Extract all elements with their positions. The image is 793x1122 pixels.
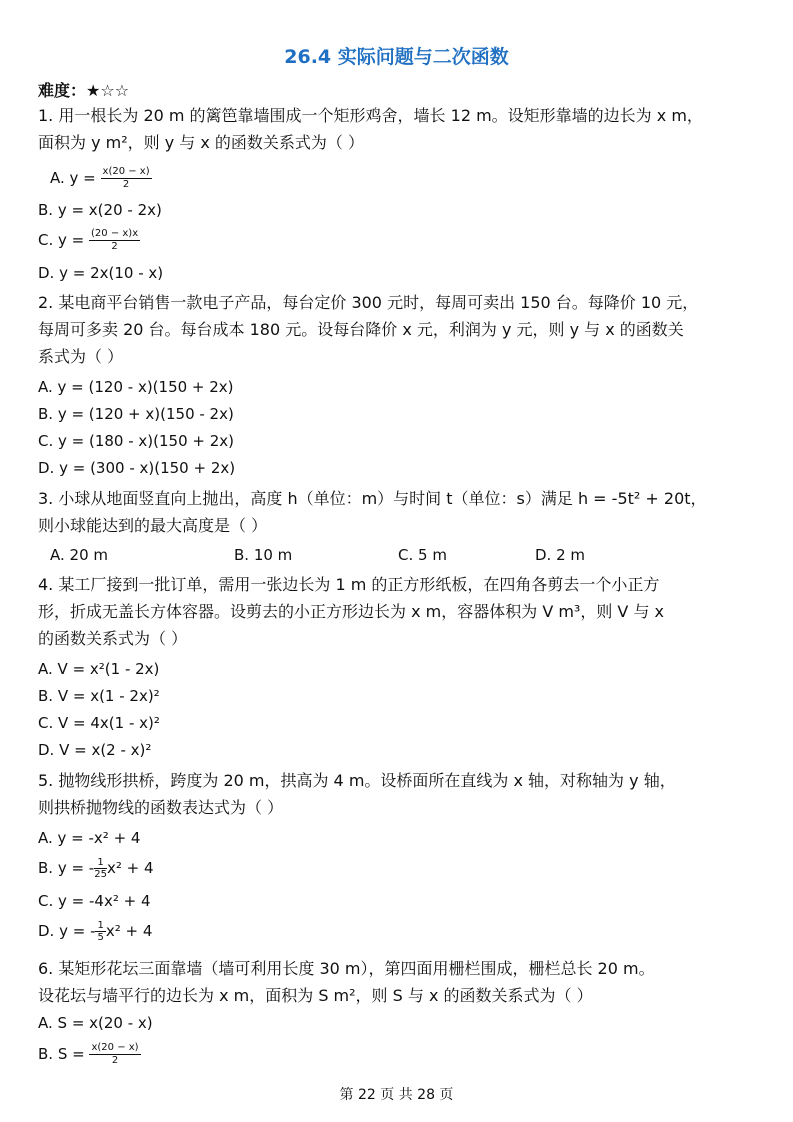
fraction: $\frac{(20 - x)x}{2}$: [91, 228, 139, 252]
question-1-line-2: 面积为 y m²，则 y 与 x 的函数关系式为（ ）: [38, 133, 365, 152]
question-2-option-d[interactable]: D. y = (300 - x)(150 + 2x): [38, 459, 236, 477]
fraction: $\frac{x(20 - x)}{2}$: [91, 1042, 139, 1066]
question-4-option-d[interactable]: D. V = x(2 - x)²: [38, 741, 152, 759]
question-1-option-b[interactable]: B. y = x(20 - 2x): [38, 201, 162, 219]
question-5-line-2: 则拱桥抛物线的函数表达式为（ ）: [38, 798, 284, 817]
question-3-option-a[interactable]: A. 20 m: [50, 546, 109, 564]
question-1-option-c[interactable]: C. y = $\frac{(20 - x)x}{2}$: [38, 228, 139, 252]
question-5-line-1: 5. 抛物线形拱桥，跨度为 20 m，拱高为 4 m。设桥面所在直线为 x 轴，对称轴为 y 轴，: [38, 771, 676, 790]
question-5-option-d[interactable]: D. y = - $\frac{1}{5}$ x² + 4: [38, 920, 153, 943]
question-1-option-d[interactable]: D. y = 2x(10 - x): [38, 264, 164, 282]
question-1-option-a[interactable]: A. y = $\frac{x(20 - x)}{2}$: [50, 166, 150, 190]
question-4-option-a[interactable]: A. V = x²(1 - 2x): [38, 660, 160, 678]
question-6-line-2: 设花坛与墙平行的边长为 x m，面积为 S m²，则 S 与 x 的函数关系式为（ ）: [38, 986, 593, 1005]
question-3-option-b[interactable]: B. 10 m: [234, 546, 293, 564]
question-6-option-a[interactable]: A. S = x(20 - x): [38, 1014, 153, 1032]
question-2-option-b[interactable]: B. y = (120 + x)(150 - 2x): [38, 405, 234, 423]
question-6-line-1: 6. 某矩形花坛三面靠墙（墙可利用长度 30 m），第四面用栅栏围成，栅栏总长 20 m。: [38, 959, 655, 978]
question-2-line-2: 每周可多卖 20 台。每台成本 180 元。设每台降价 x 元，利润为 y 元，则 y 与 x 的函数关: [38, 320, 684, 339]
question-5-option-b[interactable]: B. y = - $\frac{1}{25}$ x² + 4: [38, 857, 154, 880]
question-5-option-c[interactable]: C. y = -4x² + 4: [38, 892, 151, 910]
question-4-line-2: 形，折成无盖长方体容器。设剪去的小正方形边长为 x m，容器体积为 V m³，则 V 与 x: [38, 602, 665, 621]
page-title: 26.4 实际问题与二次函数: [284, 46, 509, 68]
question-1-line-1: 1. 用一根长为 20 m 的篱笆靠墙围成一个矩形鸡舍，墙长 12 m。设矩形靠墙的边长为 x m，: [38, 106, 703, 125]
question-4-option-b[interactable]: B. V = x(1 - 2x)²: [38, 687, 160, 705]
fraction: $\frac{x(20 - x)}{2}$: [102, 166, 150, 190]
fraction: $\frac{1}{25}$: [94, 857, 107, 880]
difficulty-rating: 难度：★☆☆: [38, 81, 130, 100]
question-4-line-1: 4. 某工厂接到一批订单，需用一张边长为 1 m 的正方形纸板，在四角各剪去一个小正方: [38, 575, 660, 594]
question-4-option-c[interactable]: C. V = 4x(1 - x)²: [38, 714, 160, 732]
question-2-option-c[interactable]: C. y = (180 - x)(150 + 2x): [38, 432, 235, 450]
question-3-line-2: 则小球能达到的最大高度是（ ）: [38, 516, 268, 535]
question-3-option-d[interactable]: D. 2 m: [535, 546, 586, 564]
question-5-option-a[interactable]: A. y = -x² + 4: [38, 829, 141, 847]
question-3-option-c[interactable]: C. 5 m: [398, 546, 447, 564]
question-2-line-1: 2. 某电商平台销售一款电子产品，每台定价 300 元时，每周可卖出 150 台。每降价 10 元，: [38, 293, 699, 312]
fraction: $\frac{1}{5}$: [97, 920, 104, 943]
question-3-line-1: 3. 小球从地面竖直向上抛出，高度 h（单位：m）与时间 t（单位：s）满足 h = -5t² + 20t，: [38, 489, 707, 508]
page-number-footer: 第 22 页 共 28 页: [339, 1087, 454, 1103]
question-2-option-a[interactable]: A. y = (120 - x)(150 + 2x): [38, 378, 234, 396]
question-6-option-b[interactable]: B. S = $\frac{x(20 - x)}{2}$: [38, 1042, 139, 1066]
question-2-line-3: 系式为（ ）: [38, 347, 124, 366]
question-4-line-3: 的函数关系式为（ ）: [38, 629, 188, 648]
